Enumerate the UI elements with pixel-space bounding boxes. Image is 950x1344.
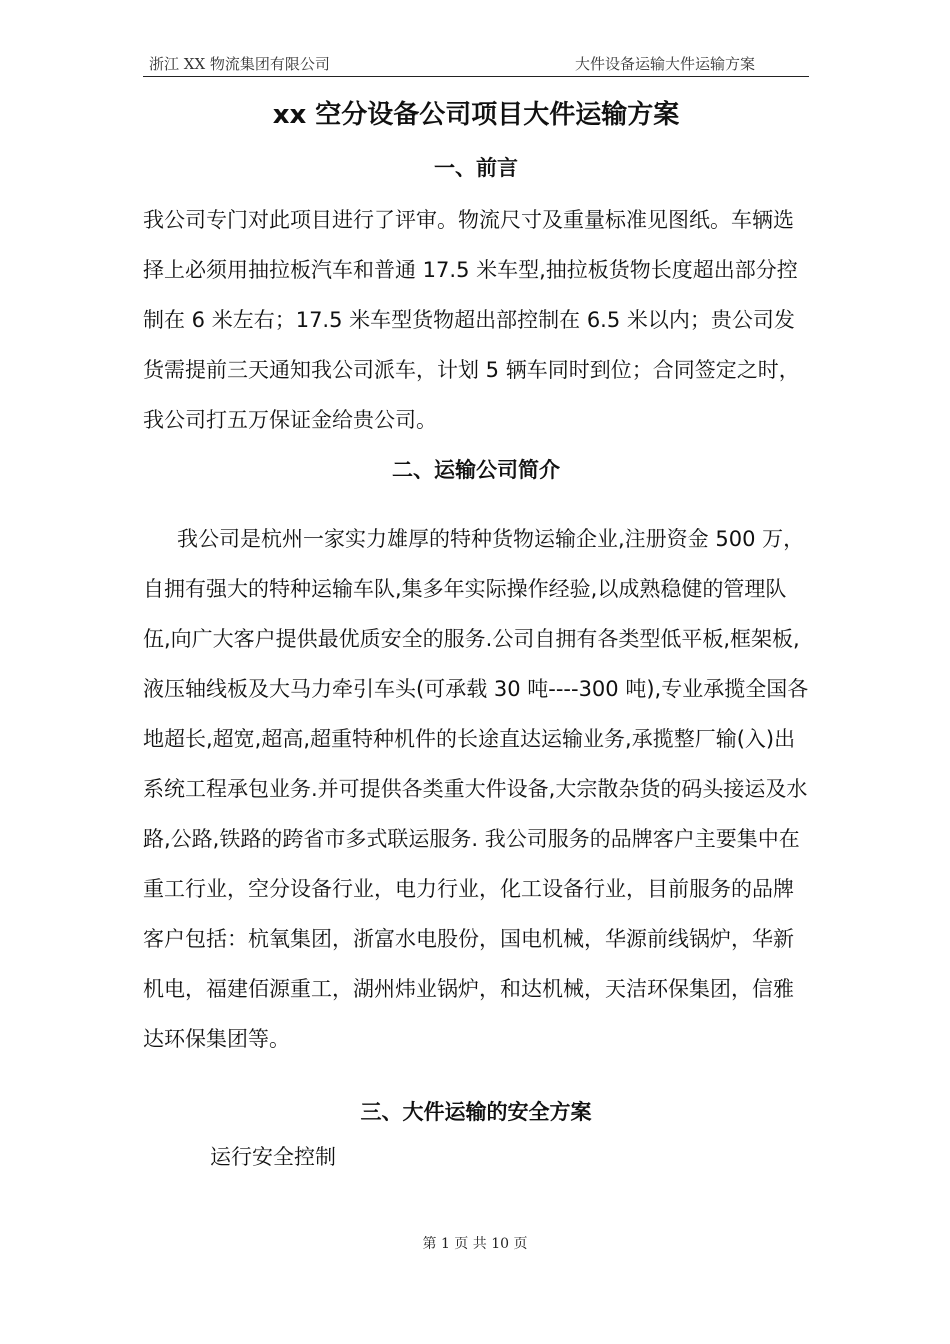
section-heading-safety-plan: 三、大件运输的安全方案 bbox=[360, 1100, 592, 1124]
document-title: xx 空分设备公司项目大件运输方案 bbox=[272, 100, 680, 130]
header-company: 浙江 XX 物流集团有限公司 bbox=[149, 55, 330, 73]
subheading-operation-safety: 运行安全控制 bbox=[210, 1145, 336, 1169]
company-intro-paragraph: 我公司是杭州一家实力雄厚的特种货物运输企业,注册资金 500 万，自拥有强大的特种运输车队,集多年实际操作经验,以成熟稳健的管理队伍,向广大客户提供最优质安全的服务.公司自拥有各类型低平板,框架板,液压轴线板及大马力牵引车头(可承载 30 吨----300 吨),专业承揽全国各地超长,超宽,超高,超重特种机件的长途直达运输业务,承揽整厂输(入)出系统工程承包业务.并可提供各类重大件设备,大宗散杂货的码头接运及水路,公路,铁路的跨省市多式联运服务. 我公司服务的品牌客户主要集中在重工行业，空分设备行业，电力行业，化工设备行业，目前服务的品牌客户包括：杭氧集团，浙富水电股份，国电机械，华源前线锅炉，华新机电，福建佰源重工，湖州炜业锅炉，和达机械，天洁环保集团，信雅达环保集团等。 bbox=[143, 527, 809, 1051]
preface-paragraph: 我公司专门对此项目进行了评审。物流尺寸及重量标准见图纸。车辆选择上必须用抽拉板汽车和普通 17.5 米车型,抽拉板货物长度超出部分控制在 6 米左右；17.5 米车型货物超出部控制在 6.5 米以内；贵公司发货需提前三天通知我公司派车，计划 5 辆车同时到位；合同签定之时，我公司打五万保证金给贵公司。 bbox=[143, 208, 800, 432]
section-heading-preface: 一、前言 bbox=[434, 156, 518, 180]
section-heading-company-intro: 二、运输公司简介 bbox=[392, 458, 560, 482]
header-doc-title: 大件设备运输大件运输方案 bbox=[574, 55, 755, 73]
page-header bbox=[143, 52, 809, 77]
page-footer: 第 1 页 共 10 页 bbox=[422, 1236, 528, 1252]
